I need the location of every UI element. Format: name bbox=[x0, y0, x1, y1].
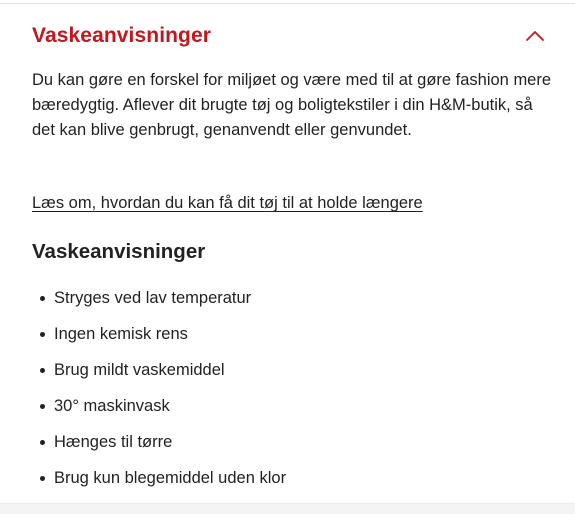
bullet-icon bbox=[40, 440, 45, 445]
list-item-label: 30° maskinvask bbox=[54, 396, 170, 415]
list-item bbox=[32, 424, 532, 460]
intro-paragraph: Du kan gøre en forskel for miljøet og være med til at gøre fashion mere bæredygtig. Aflever dit brugte tøj og boligtekstiler i din H&M-butik, så det kan blive genbrugt, genanvendt eller genvundet. bbox=[32, 71, 552, 139]
bullet-icon bbox=[40, 404, 45, 409]
washing-instructions-list bbox=[32, 280, 532, 496]
care-guide-link[interactable]: Læs om, hvordan du kan få dit tøj til at holde længere bbox=[32, 194, 423, 212]
chevron-up-icon[interactable] bbox=[525, 26, 545, 46]
list-item bbox=[32, 280, 532, 316]
list-item bbox=[32, 460, 532, 496]
list-item bbox=[32, 316, 532, 352]
list-item-label: Ingen kemisk rens bbox=[54, 324, 188, 343]
list-item-label: Stryges ved lav temperatur bbox=[54, 288, 252, 307]
bullet-icon bbox=[40, 368, 45, 373]
list-item-label: Brug kun blegemiddel uden klor bbox=[54, 468, 287, 487]
bottom-divider bbox=[0, 503, 575, 514]
list-item-label: Hænges til tørre bbox=[54, 432, 173, 451]
bullet-icon bbox=[40, 332, 45, 337]
top-divider bbox=[0, 3, 575, 4]
bullet-icon bbox=[40, 476, 45, 481]
list-item bbox=[32, 352, 532, 388]
accordion-title: Vaskeanvisninger bbox=[32, 24, 212, 47]
list-item-label: Brug mildt vaskemiddel bbox=[54, 360, 225, 379]
section-heading: Vaskeanvisninger bbox=[32, 240, 206, 263]
accordion-header-washing[interactable] bbox=[32, 18, 545, 54]
bullet-icon bbox=[40, 296, 45, 301]
list-item bbox=[32, 388, 532, 424]
